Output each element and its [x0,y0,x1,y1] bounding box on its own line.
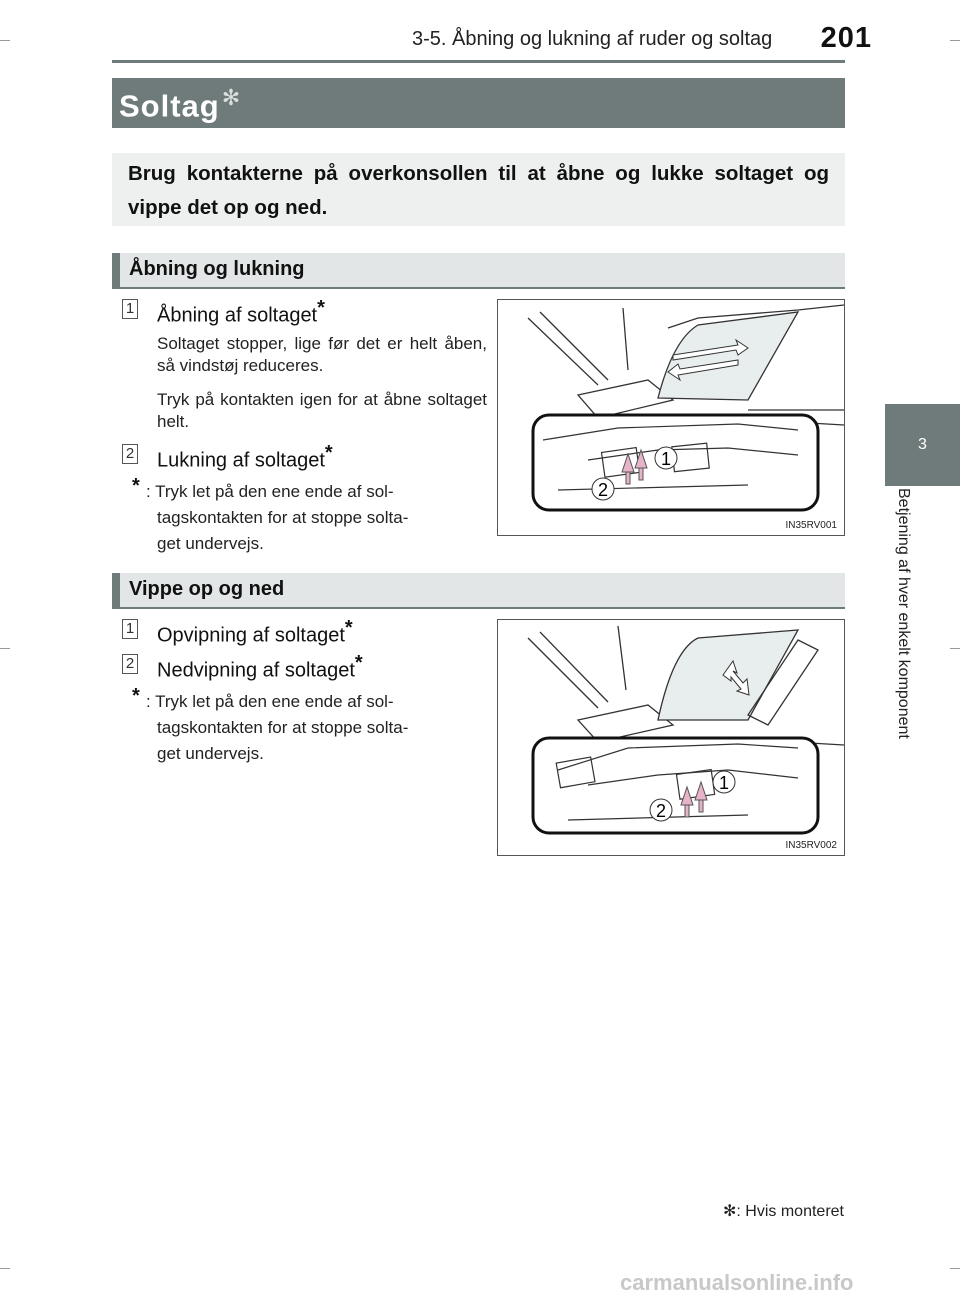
item-label: Opvipning af soltaget [157,624,345,647]
callout-1: 1 [660,449,672,469]
crop-mark [950,648,960,649]
figure-open-close [497,299,845,536]
item-label: Åbning af soltaget [157,304,318,327]
item-label: Nedvipning af soltaget [157,659,355,682]
note-line: : Tryk let på den ene ende af sol- [146,692,394,711]
item-detail: Tryk på kontakten igen for at åbne soltaget helt. [157,390,487,431]
section-heading-tilt [112,573,845,609]
item-detail: Soltaget stopper, lige før det er helt åben, så vindstøj reduceres. [157,334,487,375]
item-label: Lukning af soltaget [157,449,325,472]
callout-2: 2 [655,801,667,821]
item-tilt-down [157,652,363,683]
callout-2: 2 [597,480,609,500]
figure-code: IN35RV001 [785,520,837,531]
page-title: Soltag [119,88,220,124]
note-asterisk: * [132,475,140,497]
optional-equipment-mark: ✻ [221,85,242,110]
header-rule [112,60,845,63]
crop-mark [950,1268,960,1269]
note-line: : Tryk let på den ene ende af sol- [146,482,394,501]
watermark: carmanualsonline.info [620,1270,854,1295]
note-asterisk: * [132,685,140,707]
item-number-badge: 2 [122,654,138,674]
crop-mark [0,1268,10,1269]
sunroof-tilt-illustration [498,620,844,855]
section-heading-text: Vippe op og ned [129,578,285,600]
item-close-sunroof [157,442,333,473]
asterisk-mark: * [344,617,353,639]
chapter-number: 3 [918,436,927,453]
page-number: 201 [820,22,872,54]
footnote [723,1201,844,1221]
intro-box [112,153,845,226]
crop-mark [950,40,960,41]
section-heading-text: Åbning og lukning [129,258,305,280]
note-line: get undervejs. [157,534,264,553]
page-title-band [112,78,845,128]
crop-mark [0,40,10,41]
intro-text: Brug kontakterne på overkonsollen til at åbne og lukke soltaget og vippe det op og ned. [128,162,829,219]
chapter-tab [885,404,960,486]
asterisk-mark: * [354,652,363,674]
figure-code: IN35RV002 [785,840,837,851]
item-number-badge: 2 [122,444,138,464]
sunroof-switch-illustration [498,300,844,535]
chapter-title-vertical [890,488,916,808]
figure-tilt [497,619,845,856]
item-number-badge: 1 [122,619,138,639]
note-line: get undervejs. [157,744,264,763]
footnote-text: : Hvis monteret [736,1203,844,1220]
item-tilt-up [157,617,353,648]
item-number-badge: 1 [122,299,138,319]
asterisk-mark: * [324,442,333,464]
asterisk-mark: * [317,297,325,319]
callout-1: 1 [718,773,730,793]
note-line: tagskontakten for at stoppe solta- [157,718,409,737]
footnote-mark: ✻ [723,1203,737,1220]
running-header: 3-5. Åbning og lukning af ruder og soltag [412,28,773,50]
section-heading-open-close [112,253,845,289]
item-open-sunroof [157,297,325,328]
crop-mark [0,648,10,649]
chapter-title: Betjening af hver enkelt komponent [895,488,912,739]
note-line: tagskontakten for at stoppe solta- [157,508,409,527]
